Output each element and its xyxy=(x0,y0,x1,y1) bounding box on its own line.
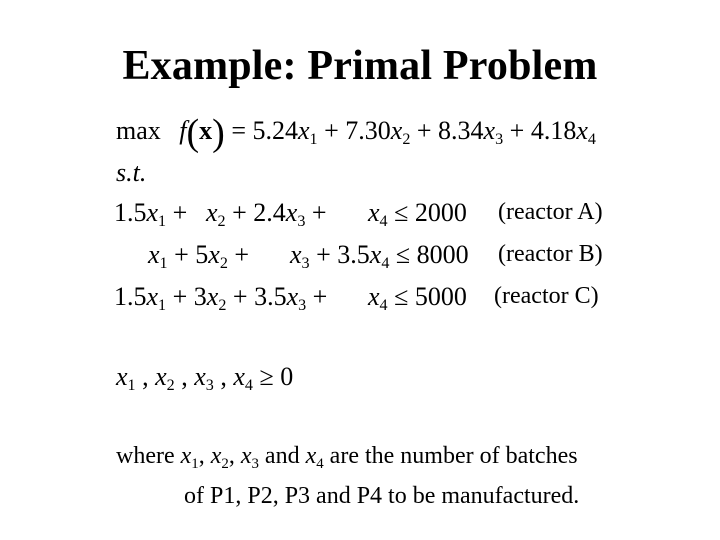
c2-term3: $x_3 + 3.5x_4 \le 8000$ xyxy=(290,240,469,273)
c1-term4: $x_4 \le 2000$ xyxy=(368,198,467,231)
c1-label: (reactor A) xyxy=(498,199,603,225)
nonnegativity: $x_1$ , $x_2$ , $x_3$ , $x_4 \ge 0$ xyxy=(116,362,294,395)
c1-term2: $x_2 + 2.4x_3$ + xyxy=(206,198,327,231)
c3-terms: $1.5x_1 + 3x_2 + 3.5x_3$ + xyxy=(114,282,328,315)
coef-1: 5.24 xyxy=(252,116,298,145)
max-keyword: max xyxy=(116,116,161,145)
c3-label: (reactor C) xyxy=(494,283,599,309)
coef-3: 8.34 xyxy=(438,116,484,145)
subject-to-label: s.t. xyxy=(116,158,147,187)
x-vector: x xyxy=(199,116,213,145)
c1-term1: $1.5x_1$ + xyxy=(114,198,188,231)
coef-2: 7.30 xyxy=(345,116,391,145)
c2-label: (reactor B) xyxy=(498,241,603,267)
note-line-1: where $x_1$, $x_2$, $x_3$ and $x_4$ are the number of batches xyxy=(116,443,578,472)
equals-sign: = xyxy=(231,116,246,145)
f-symbol: f xyxy=(179,116,187,145)
coef-4: 4.18 xyxy=(530,116,577,145)
objective-function: $\max f(x) = 5.24x_1 + 7.30x_2 + 8.34x_3 + 4.18x_4$ xyxy=(116,112,596,154)
slide-title: Example: Primal Problem xyxy=(122,43,598,89)
note-line-2: of P1, P2, P3 and P4 to be manufactured. xyxy=(184,483,580,509)
c2-term1: $x_1 + 5x_2$ + xyxy=(148,240,250,273)
c3-term4: $x_4 \le 5000$ xyxy=(368,282,467,315)
